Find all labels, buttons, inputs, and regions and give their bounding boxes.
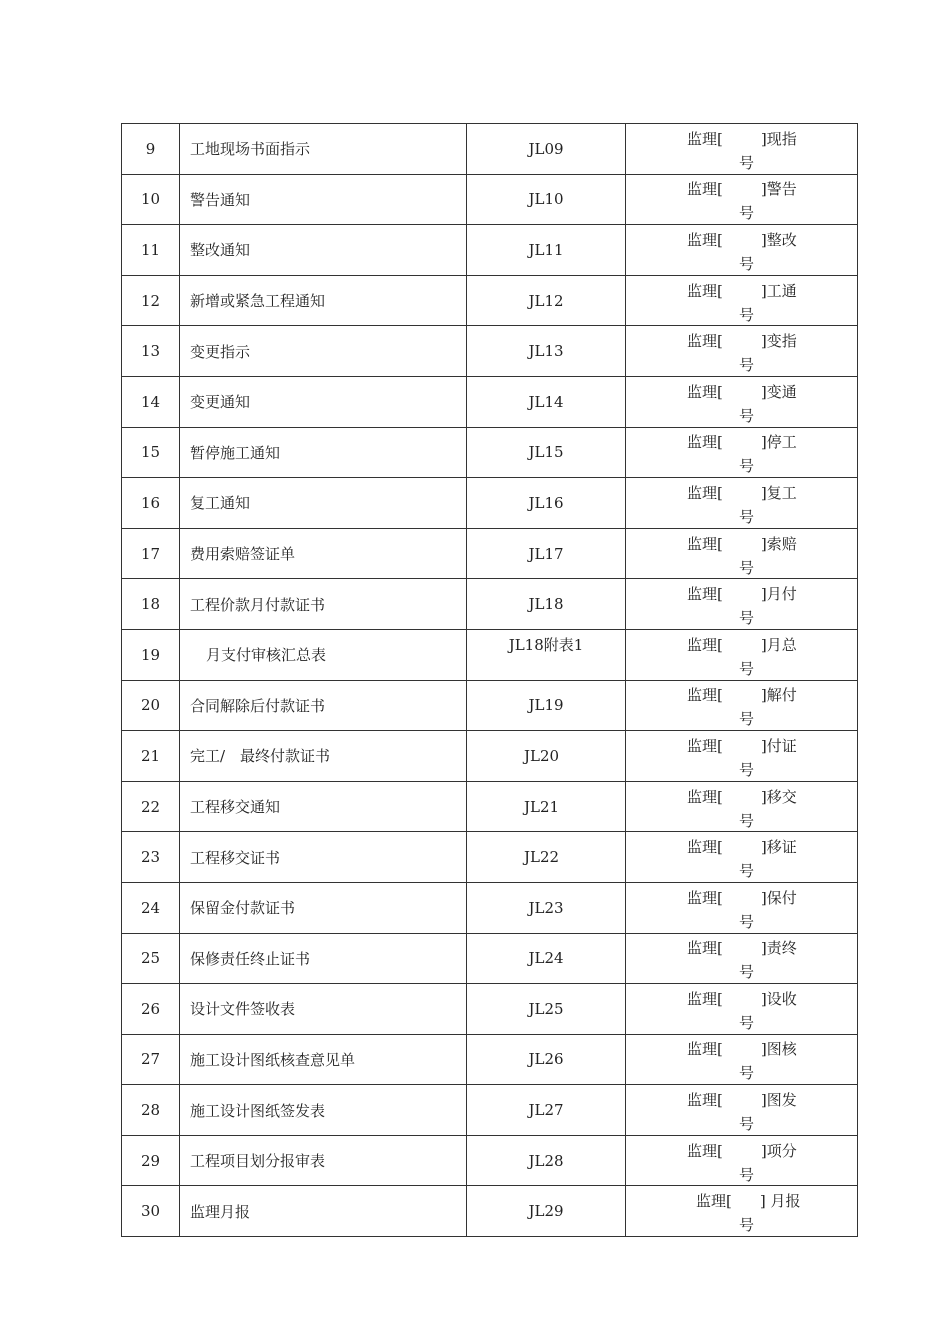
reference-tail: 号	[739, 862, 755, 881]
row-number: 14	[122, 376, 180, 427]
table-row	[122, 781, 858, 832]
reference-number	[626, 277, 857, 325]
form-name: 施工设计图纸核查意见单	[180, 1034, 467, 1085]
reference-line	[687, 1038, 797, 1059]
row-number: 29	[122, 1135, 180, 1186]
table-row	[122, 1085, 858, 1136]
reference-line	[687, 229, 797, 250]
reference-prefix: 监理[	[687, 888, 723, 907]
form-code: JL20	[467, 731, 626, 782]
row-number: 20	[122, 680, 180, 731]
form-code: JL22	[467, 832, 626, 883]
table-row	[122, 832, 858, 883]
reference-suffix: ]月总	[760, 635, 797, 654]
form-name: 复工通知	[180, 478, 467, 529]
form-code: JL24	[467, 933, 626, 984]
form-code: JL28	[467, 1135, 626, 1186]
reference-number-cell	[626, 478, 858, 529]
form-name: 合同解除后付款证书	[180, 680, 467, 731]
reference-suffix: ]变指	[760, 332, 797, 351]
reference-prefix: 监理[	[687, 180, 723, 199]
reference-prefix: 监理[	[687, 483, 723, 502]
reference-number-cell	[626, 731, 858, 782]
reference-number	[626, 783, 857, 831]
reference-tail: 号	[739, 1216, 755, 1235]
row-number: 30	[122, 1186, 180, 1237]
reference-tail: 号	[739, 609, 755, 628]
row-number: 13	[122, 326, 180, 377]
reference-line	[687, 988, 797, 1009]
row-number: 25	[122, 933, 180, 984]
table-row	[122, 275, 858, 326]
reference-prefix: 监理[	[687, 838, 723, 857]
form-code: JL11	[467, 225, 626, 276]
reference-line	[687, 1140, 797, 1161]
reference-number	[626, 934, 857, 982]
reference-number	[626, 428, 857, 476]
row-number: 24	[122, 882, 180, 933]
reference-prefix: 监理[	[687, 382, 723, 401]
form-code: JL17	[467, 528, 626, 579]
reference-line	[687, 128, 797, 149]
reference-number-cell	[626, 680, 858, 731]
reference-suffix: ]停工	[760, 433, 797, 452]
row-number: 19	[122, 629, 180, 680]
reference-number-cell	[626, 629, 858, 680]
table-row	[122, 427, 858, 478]
reference-tail: 号	[739, 811, 755, 830]
table-row	[122, 731, 858, 782]
form-name: 完工/ 最终付款证书	[180, 731, 467, 782]
row-number: 10	[122, 174, 180, 225]
reference-tail: 号	[739, 710, 755, 729]
reference-number-cell	[626, 124, 858, 175]
reference-tail: 号	[739, 204, 755, 223]
reference-number-cell	[626, 933, 858, 984]
reference-line	[687, 330, 797, 351]
reference-prefix: 监理[	[687, 1040, 723, 1059]
reference-number	[626, 327, 857, 375]
form-code: JL25	[467, 984, 626, 1035]
table-row	[122, 933, 858, 984]
reference-prefix: 监理[	[687, 989, 723, 1008]
reference-suffix: ]解付	[760, 686, 797, 705]
form-name: 月支付审核汇总表	[180, 629, 467, 680]
reference-number	[626, 631, 857, 679]
reference-suffix: ]项分	[760, 1141, 797, 1160]
form-code: JL10	[467, 174, 626, 225]
form-name: 新增或紧急工程通知	[180, 275, 467, 326]
reference-tail: 号	[739, 254, 755, 273]
reference-tail: 号	[739, 153, 755, 172]
row-number: 11	[122, 225, 180, 276]
reference-suffix: ]月付	[760, 585, 797, 604]
reference-number	[626, 378, 857, 426]
reference-suffix: ]警告	[760, 180, 797, 199]
reference-number	[626, 1137, 857, 1185]
form-code: JL16	[467, 478, 626, 529]
reference-number-cell	[626, 174, 858, 225]
reference-prefix: 监理[	[687, 686, 723, 705]
reference-suffix: ]整改	[760, 230, 797, 249]
form-code: JL15	[467, 427, 626, 478]
table-row	[122, 1034, 858, 1085]
reference-number-cell	[626, 781, 858, 832]
form-name: 保留金付款证书	[180, 882, 467, 933]
form-name: 暂停施工通知	[180, 427, 467, 478]
reference-number-cell	[626, 528, 858, 579]
form-name: 变更通知	[180, 376, 467, 427]
reference-line	[687, 684, 797, 705]
reference-line	[687, 786, 797, 807]
reference-suffix: ]变通	[760, 382, 797, 401]
table-row	[122, 225, 858, 276]
reference-suffix: ]移证	[760, 838, 797, 857]
reference-suffix: ]责终	[760, 939, 797, 958]
table-body	[122, 124, 858, 1237]
reference-prefix: 监理[	[687, 736, 723, 755]
form-name: 费用索赔签证单	[180, 528, 467, 579]
reference-number-cell	[626, 579, 858, 630]
reference-suffix: ]图发	[760, 1091, 797, 1110]
form-name: 工程移交通知	[180, 781, 467, 832]
reference-tail: 号	[739, 1064, 755, 1083]
reference-number	[626, 1187, 857, 1235]
reference-number	[626, 732, 857, 780]
reference-line	[687, 887, 797, 908]
form-name: 警告通知	[180, 174, 467, 225]
reference-number-cell	[626, 225, 858, 276]
form-code: JL12	[467, 275, 626, 326]
reference-number-cell	[626, 882, 858, 933]
reference-number	[626, 1035, 857, 1083]
reference-number	[626, 226, 857, 274]
table-row	[122, 326, 858, 377]
form-name: 监理月报	[180, 1186, 467, 1237]
table-row	[122, 174, 858, 225]
reference-number-cell	[626, 326, 858, 377]
table-row	[122, 1135, 858, 1186]
table-row	[122, 124, 858, 175]
reference-number	[626, 530, 857, 578]
form-code: JL18附表1	[467, 629, 626, 680]
row-number: 12	[122, 275, 180, 326]
form-code: JL21	[467, 781, 626, 832]
reference-prefix: 监理[	[687, 1141, 723, 1160]
table-row	[122, 376, 858, 427]
table-row	[122, 1186, 858, 1237]
reference-prefix: 监理[	[687, 332, 723, 351]
reference-tail: 号	[739, 507, 755, 526]
reference-number-cell	[626, 1135, 858, 1186]
reference-suffix: ]图核	[760, 1040, 797, 1059]
form-code: JL23	[467, 882, 626, 933]
row-number: 16	[122, 478, 180, 529]
reference-line	[687, 836, 797, 857]
reference-tail: 号	[739, 457, 755, 476]
reference-line	[687, 533, 797, 554]
reference-tail: 号	[739, 912, 755, 931]
table-row	[122, 680, 858, 731]
form-code: JL29	[467, 1186, 626, 1237]
row-number: 9	[122, 124, 180, 175]
table-row	[122, 629, 858, 680]
reference-tail: 号	[739, 659, 755, 678]
reference-line	[687, 735, 797, 756]
row-number: 27	[122, 1034, 180, 1085]
reference-tail: 号	[739, 305, 755, 324]
reference-number	[626, 884, 857, 932]
reference-line	[687, 634, 797, 655]
form-code: JL27	[467, 1085, 626, 1136]
reference-number-cell	[626, 376, 858, 427]
form-code: JL18	[467, 579, 626, 630]
reference-number-cell	[626, 1085, 858, 1136]
reference-prefix: 监理[	[696, 1192, 732, 1211]
form-name: 工地现场书面指示	[180, 124, 467, 175]
reference-tail: 号	[739, 558, 755, 577]
table-row	[122, 882, 858, 933]
row-number: 21	[122, 731, 180, 782]
form-code: JL09	[467, 124, 626, 175]
reference-suffix: ]工通	[760, 281, 797, 300]
reference-prefix: 监理[	[687, 635, 723, 654]
form-code: JL13	[467, 326, 626, 377]
reference-number	[626, 833, 857, 881]
reference-suffix: ]保付	[760, 888, 797, 907]
reference-tail: 号	[739, 1115, 755, 1134]
reference-tail: 号	[739, 1165, 755, 1184]
reference-number	[626, 681, 857, 729]
reference-line	[687, 482, 797, 503]
reference-number	[626, 175, 857, 223]
reference-tail: 号	[739, 760, 755, 779]
reference-prefix: 监理[	[687, 534, 723, 553]
reference-line	[687, 1089, 797, 1110]
reference-suffix: ] 月报	[759, 1192, 801, 1211]
form-name: 工程项目划分报审表	[180, 1135, 467, 1186]
table-row	[122, 478, 858, 529]
reference-line	[696, 1190, 800, 1211]
reference-suffix: ]索赔	[760, 534, 797, 553]
reference-suffix: ]移交	[760, 787, 797, 806]
row-number: 28	[122, 1085, 180, 1136]
form-name: 保修责任终止证书	[180, 933, 467, 984]
table-row	[122, 579, 858, 630]
row-number: 15	[122, 427, 180, 478]
reference-prefix: 监理[	[687, 281, 723, 300]
form-index-table	[121, 123, 858, 1237]
reference-prefix: 监理[	[687, 585, 723, 604]
row-number: 17	[122, 528, 180, 579]
row-number: 23	[122, 832, 180, 883]
reference-number-cell	[626, 275, 858, 326]
reference-prefix: 监理[	[687, 1091, 723, 1110]
form-name: 整改通知	[180, 225, 467, 276]
row-number: 22	[122, 781, 180, 832]
table-row	[122, 528, 858, 579]
reference-suffix: ]设收	[760, 989, 797, 1008]
reference-prefix: 监理[	[687, 433, 723, 452]
form-code: JL26	[467, 1034, 626, 1085]
reference-number-cell	[626, 984, 858, 1035]
reference-number	[626, 479, 857, 527]
reference-number	[626, 1086, 857, 1134]
reference-tail: 号	[739, 963, 755, 982]
reference-number	[626, 125, 857, 173]
reference-number-cell	[626, 427, 858, 478]
reference-number	[626, 580, 857, 628]
reference-prefix: 监理[	[687, 939, 723, 958]
form-name: 工程价款月付款证书	[180, 579, 467, 630]
reference-line	[687, 937, 797, 958]
reference-tail: 号	[739, 406, 755, 425]
reference-line	[687, 178, 797, 199]
reference-line	[687, 381, 797, 402]
row-number: 26	[122, 984, 180, 1035]
table-row	[122, 984, 858, 1035]
form-code: JL19	[467, 680, 626, 731]
form-name: 变更指示	[180, 326, 467, 377]
form-name: 施工设计图纸签发表	[180, 1085, 467, 1136]
reference-number-cell	[626, 832, 858, 883]
form-name: 工程移交证书	[180, 832, 467, 883]
reference-tail: 号	[739, 356, 755, 375]
form-name: 设计文件签收表	[180, 984, 467, 1035]
reference-suffix: ]现指	[760, 129, 797, 148]
reference-suffix: ]付证	[760, 736, 797, 755]
reference-line	[687, 431, 797, 452]
reference-line	[687, 280, 797, 301]
reference-number-cell	[626, 1034, 858, 1085]
reference-line	[687, 583, 797, 604]
reference-prefix: 监理[	[687, 230, 723, 249]
form-code: JL14	[467, 376, 626, 427]
reference-prefix: 监理[	[687, 129, 723, 148]
reference-prefix: 监理[	[687, 787, 723, 806]
reference-tail: 号	[739, 1013, 755, 1032]
row-number: 18	[122, 579, 180, 630]
reference-suffix: ]复工	[760, 483, 797, 502]
reference-number	[626, 985, 857, 1033]
reference-number-cell	[626, 1186, 858, 1237]
